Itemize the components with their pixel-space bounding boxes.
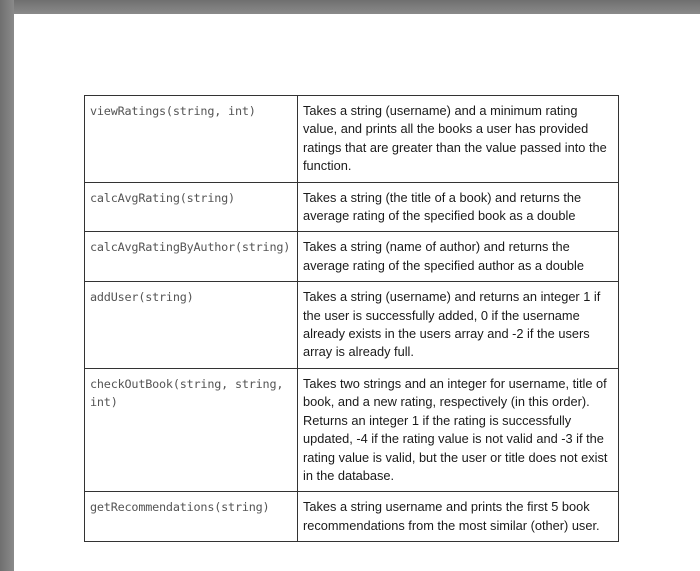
function-description: Takes a string (the title of a book) and returns the average rating of the specified book as a double — [298, 182, 619, 232]
function-signature: viewRatings(string, int) — [85, 96, 298, 183]
function-description: Takes two strings and an integer for username, title of book, and a new rating, respectively (in this order). Returns an integer 1 if the rating is successfully updated, -4 if the rating value is not valid and -3 if the rating value is valid, but the user or title does not exist in the database. — [298, 368, 619, 491]
table-row — [85, 232, 619, 282]
window-frame-top — [0, 0, 700, 14]
function-description: Takes a string username and prints the first 5 book recommendations from the most similar (other) user. — [298, 492, 619, 542]
table-row — [85, 282, 619, 369]
window-frame-left — [0, 0, 14, 571]
table-row — [85, 368, 619, 491]
table-row — [85, 182, 619, 232]
function-signature: getRecommendations(string) — [85, 492, 298, 542]
function-signature: addUser(string) — [85, 282, 298, 369]
function-description: Takes a string (username) and a minimum rating value, and prints all the books a user has provided ratings that are greater than the value passed into the function. — [298, 96, 619, 183]
function-signature: calcAvgRating(string) — [85, 182, 298, 232]
function-table — [84, 95, 619, 542]
table-row — [85, 96, 619, 183]
function-description: Takes a string (username) and returns an integer 1 if the user is successfully added, 0 if the username already exists in the users array and -2 if the users array is already full. — [298, 282, 619, 369]
function-signature: checkOutBook(string, string, int) — [85, 368, 298, 491]
function-signature: calcAvgRatingByAuthor(string) — [85, 232, 298, 282]
table-row — [85, 492, 619, 542]
function-description: Takes a string (name of author) and returns the average rating of the specified author as a double — [298, 232, 619, 282]
